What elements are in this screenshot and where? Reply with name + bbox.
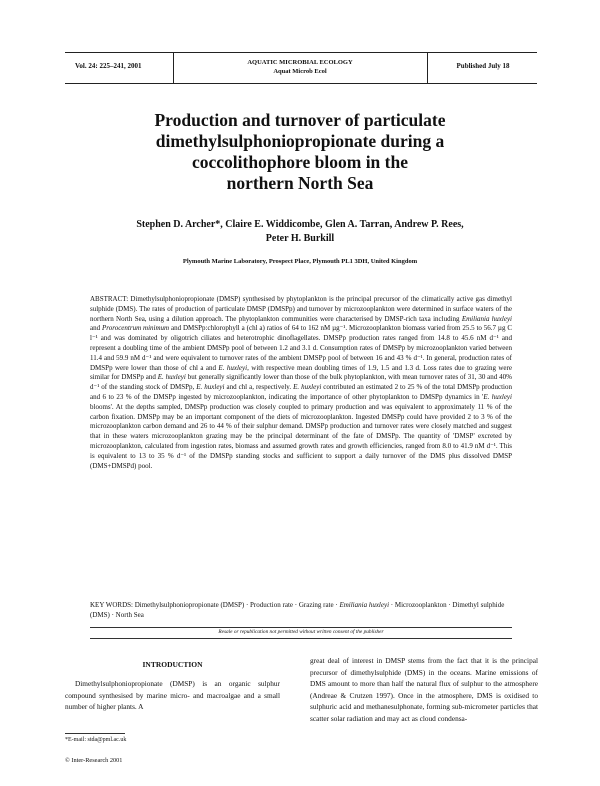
- species-name: Emiliania huxleyi: [339, 601, 390, 609]
- species-name: E. huxleyi: [157, 373, 186, 382]
- volume-info: Vol. 24: 225–241, 2001: [75, 62, 142, 70]
- abstract-label: ABSTRACT:: [90, 295, 129, 303]
- authors-line: Stephen D. Archer*, Claire E. Widdicombe, Glen A. Tarran, Andrew P. Rees,: [136, 219, 464, 230]
- footnote-rule: [65, 733, 125, 734]
- journal-header: [65, 52, 537, 84]
- journal-abbreviation: Aquat Microb Ecol: [273, 68, 327, 75]
- section-heading: INTRODUCTION: [142, 660, 203, 669]
- affiliation: Plymouth Marine Laboratory, Prospect Place, Plymouth PL1 3DH, United Kingdom: [182, 258, 418, 265]
- title-line: northern North Sea: [226, 173, 374, 193]
- author-list: [60, 218, 540, 246]
- header-divider: [173, 53, 174, 83]
- title-line: coccolithophore bloom in the: [192, 152, 408, 172]
- species-name: E. huxleyi: [483, 392, 512, 401]
- species-name: E. huxleyi: [293, 383, 322, 392]
- title-line: dimethylsulphoniopropionate during a: [155, 131, 445, 151]
- keywords: KEY WORDS: Dimethylsulphoniopropionate (DMSP) · Production rate · Grazing rate · Emiliania huxleyi · Microzooplankton · Dimethyl sulphide (DMS) · North Sea: [90, 601, 505, 619]
- paper-title: [60, 110, 540, 194]
- journal-name-block: [175, 58, 425, 76]
- journal-name: AQUATIC MICROBIAL ECOLOGY: [247, 59, 353, 66]
- species-name: Prorocentrum minimum: [102, 324, 170, 333]
- header-divider: [427, 53, 428, 83]
- body-text-column-1: Dimethylsulphoniopropionate (DMSP) is an organic sulphur compound synthesised by marine micro- and macroalgae and a small number of higher plants. A: [65, 679, 280, 712]
- abstract-text: ABSTRACT: Dimethylsulphoniopropionate (DMSP) synthesised by phytoplankton is the principal precursor of the climatically active gas dimethyl sulphide (DMS). The rates of production of particulate DMSP (DMSPp) and turnover by microzooplankton were determined in surface waters of the northern North Sea, using a dilution approach. The phytoplankton communities were characterised by DMSP-rich taxa including Emiliania huxleyi and Prorocentrum minimum and DMSPp:chlorophyll a (chl a) ratios of 64 to 162 nM µg⁻¹. Microzooplankton biomass varied from 25.5 to 56.7 µg C l⁻¹ and was dominated by oligotrich ciliates and heterotrophic dinoflagellates. DMSPp production rates ranged from 14.8 to 45.6 nM d⁻¹ and represent a doubling time of the ambient DMSPp pool of between 1.2 and 3.1 d. Consumption rates of DMSPp by microzooplankton varied between 11.4 and 59.9 nM d⁻¹ and were equivalent to turnover rates of the ambient DMSPp pool of between 16 and 43 % d⁻¹. In general, production rates of DMSPp were lower than those of chl a and E. huxleyi, with respective mean doubling times of 1.9, 1.5 and 1.3 d. Loss rates due to grazing were similar for DMSPp and E. huxleyi but generally significantly lower than those of the bulk phytoplankton, with mean turnover rates of 31, 30 and 40% d⁻¹ of the standing stock of DMSPp, E. huxleyi and chl a, respectively. E. huxleyi contributed an estimated 2 to 25 % of the total DMSPp production and 6 to 23 % of the DMSPp ingested by microzooplankton, indicating the importance of other phytoplankton to DMSPp dynamics in 'E. huxleyi blooms'. At the depths sampled, DMSPp production was closely coupled to primary production and was equivalent to approximately 11 % of the carbon fixation. DMSPp may be an important component of the diets of microzooplankton. Ingested DMSPp could have provided 2 to 3 % of the microzooplankton carbon demand and 26 to 44 % of their sulphur demand. DMSPp production and turnover rates were closely matched and suggest that in these waters microzooplankton grazing may be the principal determinant of the fate of DMSPp. The quantity of 'DMSP' excreted by microzooplankton, calculated from ingestion rates, biomass and assumed growth rates and growth efficiencies, ranged from 8.0 to 41.9 nM d⁻¹. This is equivalent to 13 to 35 % d⁻¹ of the DMSPp standing stocks and sufficient to support a daily turnover of the DMS plus dissolved DMSP (DMS+DMSPd) pool.: [90, 295, 512, 470]
- species-name: Emiliania huxleyi: [461, 314, 512, 323]
- authors-line: Peter H. Burkill: [265, 233, 335, 244]
- copyright: © Inter-Research 2001: [65, 757, 123, 764]
- title-line: Production and turnover of particulate: [154, 110, 446, 130]
- keywords-label: KEY WORDS:: [90, 601, 133, 609]
- resale-notice: Resale or republication not permitted without written consent of the publisher: [218, 629, 384, 635]
- species-name: E. huxleyi: [218, 363, 248, 372]
- divider: [90, 627, 512, 628]
- publication-date: Published July 18: [456, 62, 510, 70]
- divider: [90, 638, 512, 639]
- species-name: E. huxleyi: [196, 383, 225, 392]
- body-text-column-2: great deal of interest in DMSP stems from the fact that it is the principal precursor of dimethylsulphide (DMS) in the oceans. Marine emissions of DMS amount to more than half the natural flux of sulphur to the atmosphere (Andreae & Crutzen 1997). Once in the atmosphere, DMS is oxidised to sulphuric acid and methanesulphonate, forming sub-micrometer particles that scatter solar radiation and may act as cloud condensa-: [310, 656, 538, 723]
- email-footnote: *E-mail: stda@pml.ac.uk: [65, 737, 127, 743]
- abstract: [90, 295, 512, 471]
